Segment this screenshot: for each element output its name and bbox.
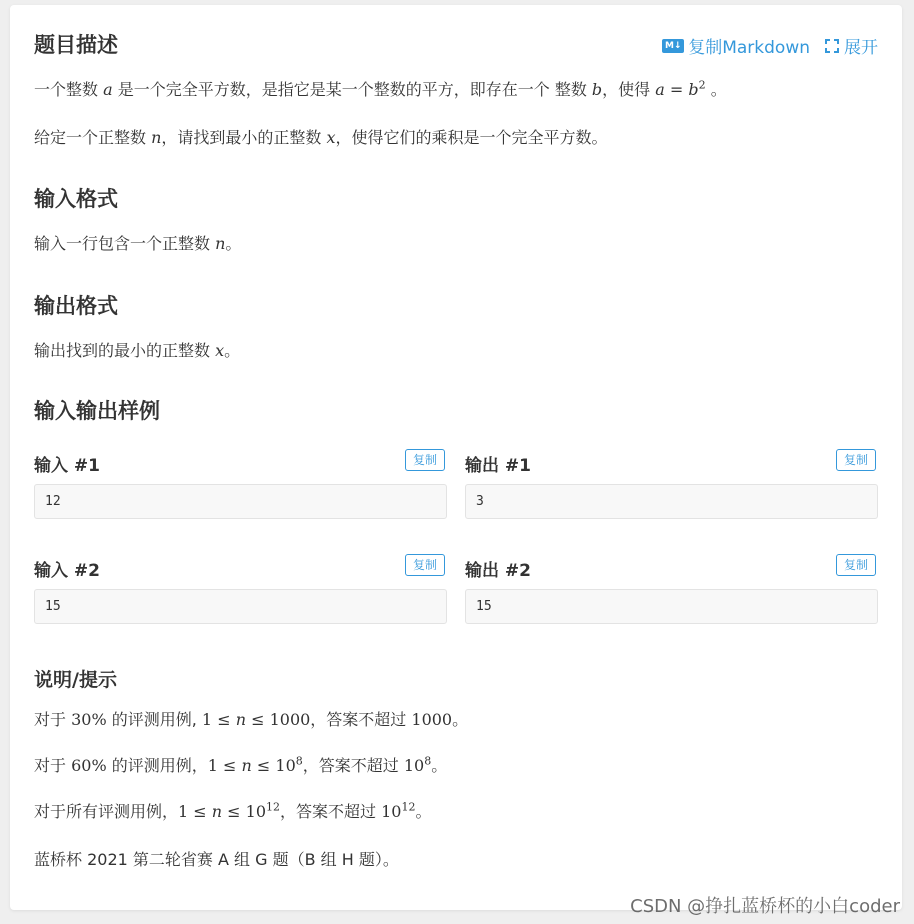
text: 对于 xyxy=(34,756,72,775)
description-line-2 xyxy=(34,125,608,148)
sample-output-label-1: 输出 #1 xyxy=(465,456,531,476)
copy-output-1-button[interactable]: 复制 xyxy=(836,449,876,471)
copy-input-1-button[interactable]: 复制 xyxy=(405,449,445,471)
text: 。 xyxy=(431,756,448,775)
math-var: n xyxy=(211,802,223,821)
top-actions xyxy=(662,33,878,58)
text: ，答案不超过 xyxy=(310,710,412,729)
description-title: 题目描述 xyxy=(34,33,118,57)
text: 对于所有评测用例， xyxy=(34,802,179,821)
text: 给定一个正整数 xyxy=(34,128,152,147)
hint-line-1 xyxy=(34,707,468,730)
samples-title: 输入输出样例 xyxy=(34,399,160,423)
text: 。 xyxy=(224,341,241,360)
text: ，使得它们的乘积是一个完全平方数。 xyxy=(335,128,608,147)
math-exponent: 12 xyxy=(401,800,416,814)
text: 。 xyxy=(452,710,469,729)
math-number: 1 ≤ xyxy=(207,756,242,775)
math-number: ≤ 1000 xyxy=(246,710,311,729)
text: ，使得 xyxy=(602,80,656,99)
expand-button[interactable] xyxy=(824,33,878,58)
math-var: b xyxy=(591,80,603,99)
text: ，答案不超过 xyxy=(280,802,382,821)
text: 。 xyxy=(225,234,242,253)
math-var: n xyxy=(151,128,162,147)
math-number: 30% xyxy=(71,710,107,729)
sample-input-1[interactable]: 12 xyxy=(34,484,447,519)
sample-input-label-1: 输入 #1 xyxy=(34,456,100,476)
text: ，答案不超过 xyxy=(302,756,404,775)
sample-output-2[interactable]: 15 xyxy=(465,589,878,624)
math-number: 10 xyxy=(381,802,402,821)
sample-output-label-2: 输出 #2 xyxy=(465,561,531,581)
output-format-title: 输出格式 xyxy=(34,294,118,318)
math-var: x xyxy=(215,341,225,360)
csdn-watermark: CSDN @挣扎蓝桥杯的小白coder xyxy=(630,896,900,917)
hint-line-3 xyxy=(34,799,432,822)
description-line-1 xyxy=(34,77,727,100)
math-number: ≤ 10 xyxy=(222,802,267,821)
math-number: 60% xyxy=(71,756,107,775)
math-equation: a = b xyxy=(655,80,699,99)
text: 一个整数 xyxy=(34,80,104,99)
math-number: 1 ≤ xyxy=(201,710,236,729)
output-format-text xyxy=(34,338,240,361)
copy-markdown-button[interactable] xyxy=(662,33,810,58)
math-exponent: 8 xyxy=(424,754,432,768)
expand-label: 展开 xyxy=(844,38,878,58)
text: 对于 xyxy=(34,710,72,729)
math-exponent: 12 xyxy=(266,800,281,814)
text: 的评测用例， xyxy=(106,756,208,775)
math-var: n xyxy=(215,234,226,253)
input-format-title: 输入格式 xyxy=(34,187,118,211)
text: 输入一行包含一个正整数 xyxy=(34,234,216,253)
math-exponent: 8 xyxy=(295,754,303,768)
math-var: x xyxy=(326,128,336,147)
sample-output-1[interactable]: 3 xyxy=(465,484,878,519)
copy-markdown-label: 复制Markdown xyxy=(688,38,810,58)
math-var: n xyxy=(235,710,246,729)
math-number: 1 ≤ xyxy=(178,802,212,821)
text: 是一个完全平方数，是指它是某一个整数的平方，即存在一个 整数 xyxy=(112,80,592,99)
math-exponent: 2 xyxy=(698,78,706,92)
hint-title: 说明/提示 xyxy=(34,669,117,691)
expand-icon xyxy=(824,38,840,54)
text: 。 xyxy=(415,802,432,821)
sample-input-2[interactable]: 15 xyxy=(34,589,447,624)
text: 的评测用例, xyxy=(106,710,202,729)
copy-output-2-button[interactable]: 复制 xyxy=(836,554,876,576)
markdown-icon: M↓ xyxy=(662,39,684,53)
text: ，请找到最小的正整数 xyxy=(161,128,327,147)
text: 输出找到的最小的正整数 xyxy=(34,341,216,360)
math-number: 10 xyxy=(403,756,425,775)
text: 。 xyxy=(705,80,727,99)
problem-source: 蓝桥杯 2021 第二轮省赛 A 组 G 题（B 组 H 题）。 xyxy=(34,850,399,869)
sample-input-label-2: 输入 #2 xyxy=(34,561,100,581)
problem-card xyxy=(10,5,902,910)
math-var: n xyxy=(241,756,252,775)
math-number: ≤ 10 xyxy=(251,756,296,775)
hint-line-2 xyxy=(34,753,447,776)
copy-input-2-button[interactable]: 复制 xyxy=(405,554,445,576)
math-number: 1000 xyxy=(411,710,453,729)
input-format-text xyxy=(34,231,241,254)
math-var: a xyxy=(103,80,113,99)
